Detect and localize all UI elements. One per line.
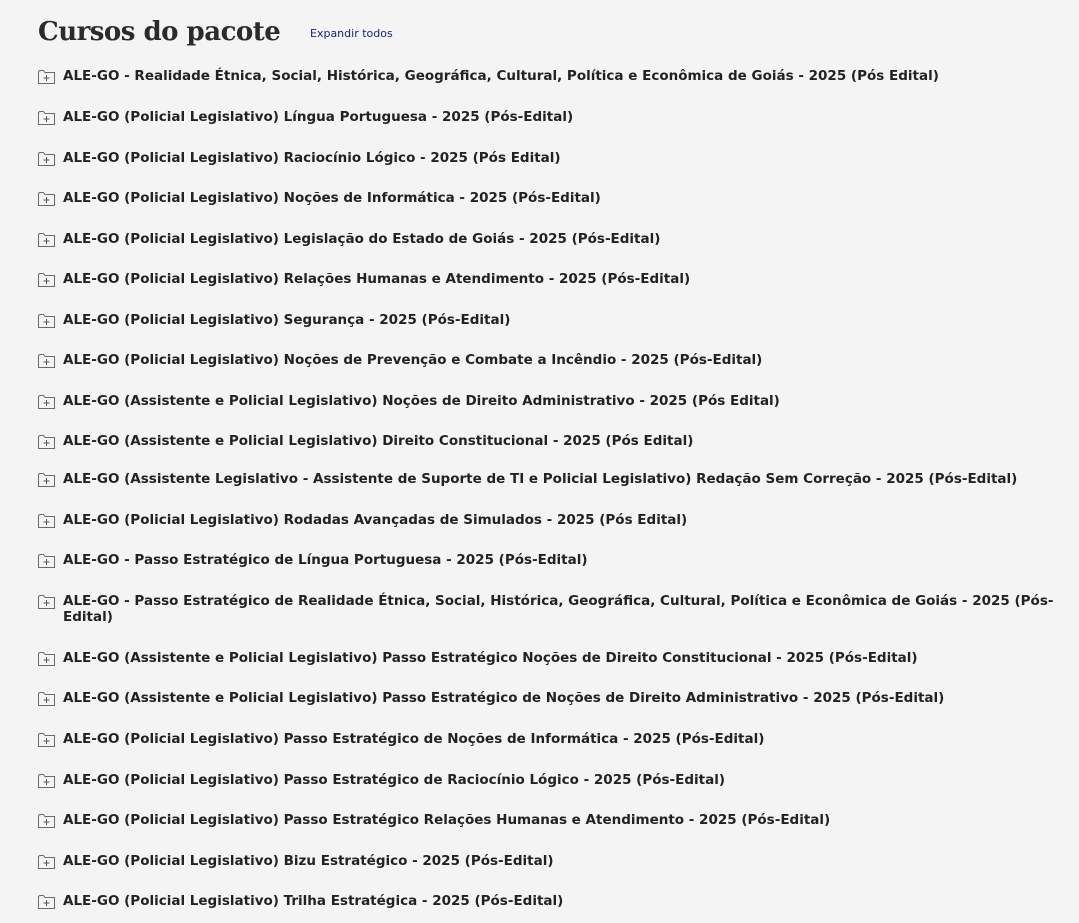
course-item[interactable]	[38, 552, 1068, 568]
course-title[interactable]: ALE-GO - Passo Estratégico de Realidade Étnica, Social, Histórica, Geográfica, Cultural, Política e Econômica de Goiás - 2025 (Pós-Edital)	[63, 593, 1054, 625]
course-title[interactable]: ALE-GO (Policial Legislativo) Passo Estratégico de Raciocínio Lógico - 2025 (Pós-Edital)	[63, 772, 726, 788]
folder-plus-icon[interactable]	[38, 191, 55, 206]
folder-plus-icon[interactable]	[38, 513, 55, 528]
folder-plus-icon[interactable]	[38, 854, 55, 869]
folder-plus-icon[interactable]	[38, 813, 55, 828]
folder-plus-icon[interactable]	[38, 553, 55, 568]
expand-all-link[interactable]: Expandir todos	[310, 27, 393, 40]
course-item[interactable]	[38, 150, 1068, 166]
folder-plus-icon[interactable]	[38, 353, 55, 368]
course-title[interactable]: ALE-GO (Policial Legislativo) Passo Estratégico de Noções de Informática - 2025 (Pós-Edital)	[63, 731, 765, 747]
course-item[interactable]	[38, 312, 1068, 328]
course-item[interactable]	[38, 109, 1068, 125]
folder-plus-icon[interactable]	[38, 272, 55, 287]
course-item[interactable]	[38, 650, 1068, 666]
course-item[interactable]	[38, 471, 1068, 487]
course-item[interactable]	[38, 393, 1068, 409]
course-title[interactable]: ALE-GO (Policial Legislativo) Legislação do Estado de Goiás - 2025 (Pós-Edital)	[63, 231, 661, 247]
course-item[interactable]	[38, 690, 1068, 706]
course-item[interactable]	[38, 352, 1068, 368]
page-title: Cursos do pacote	[38, 17, 281, 47]
course-item[interactable]	[38, 231, 1068, 247]
course-item[interactable]	[38, 772, 1068, 788]
course-title[interactable]: ALE-GO (Policial Legislativo) Trilha Estratégica - 2025 (Pós-Edital)	[63, 893, 564, 909]
course-title[interactable]: ALE-GO (Policial Legislativo) Segurança - 2025 (Pós-Edital)	[63, 312, 511, 328]
folder-plus-icon[interactable]	[38, 110, 55, 125]
course-item[interactable]	[38, 893, 1068, 909]
folder-plus-icon[interactable]	[38, 732, 55, 747]
course-title[interactable]: ALE-GO (Policial Legislativo) Rodadas Avançadas de Simulados - 2025 (Pós Edital)	[63, 512, 688, 528]
folder-plus-icon[interactable]	[38, 69, 55, 84]
course-title[interactable]: ALE-GO (Policial Legislativo) Passo Estratégico Relações Humanas e Atendimento - 2025 (Pós-Edital)	[63, 812, 831, 828]
course-item[interactable]	[38, 593, 1068, 625]
course-title[interactable]: ALE-GO (Policial Legislativo) Noções de Prevenção e Combate a Incêndio - 2025 (Pós-Edital)	[63, 352, 763, 368]
folder-plus-icon[interactable]	[38, 151, 55, 166]
course-title[interactable]: ALE-GO (Policial Legislativo) Noções de Informática - 2025 (Pós-Edital)	[63, 190, 601, 206]
course-title[interactable]: ALE-GO (Assistente e Policial Legislativo) Direito Constitucional - 2025 (Pós Edital)	[63, 433, 694, 449]
folder-plus-icon[interactable]	[38, 472, 55, 487]
course-title[interactable]: ALE-GO (Policial Legislativo) Bizu Estratégico - 2025 (Pós-Edital)	[63, 853, 554, 869]
folder-plus-icon[interactable]	[38, 594, 55, 609]
course-title[interactable]: ALE-GO (Policial Legislativo) Raciocínio Lógico - 2025 (Pós Edital)	[63, 150, 561, 166]
course-title[interactable]: ALE-GO (Policial Legislativo) Língua Portuguesa - 2025 (Pós-Edital)	[63, 109, 574, 125]
course-title[interactable]: ALE-GO (Policial Legislativo) Relações Humanas e Atendimento - 2025 (Pós-Edital)	[63, 271, 691, 287]
course-item[interactable]	[38, 853, 1068, 869]
folder-plus-icon[interactable]	[38, 773, 55, 788]
folder-plus-icon[interactable]	[38, 313, 55, 328]
course-item[interactable]	[38, 512, 1068, 528]
course-item[interactable]	[38, 68, 1068, 84]
folder-plus-icon[interactable]	[38, 651, 55, 666]
folder-plus-icon[interactable]	[38, 434, 55, 449]
folder-plus-icon[interactable]	[38, 394, 55, 409]
course-title[interactable]: ALE-GO (Assistente Legislativo - Assistente de Suporte de TI e Policial Legislativo) Redação Sem Correção - 2025 (Pós-Edital)	[63, 471, 1018, 487]
course-title[interactable]: ALE-GO (Assistente e Policial Legislativo) Passo Estratégico Noções de Direito Constitucional - 2025 (Pós-Edital)	[63, 650, 918, 666]
course-title[interactable]: ALE-GO (Assistente e Policial Legislativo) Passo Estratégico de Noções de Direito Administrativo - 2025 (Pós-Edital)	[63, 690, 945, 706]
course-title[interactable]: ALE-GO - Realidade Étnica, Social, Histórica, Geográfica, Cultural, Política e Econômica de Goiás - 2025 (Pós Edital)	[63, 68, 939, 84]
course-item[interactable]	[38, 812, 1068, 828]
course-title[interactable]: ALE-GO (Assistente e Policial Legislativo) Noções de Direito Administrativo - 2025 (Pós Edital)	[63, 393, 780, 409]
course-item[interactable]	[38, 271, 1068, 287]
course-item[interactable]	[38, 731, 1068, 747]
course-item[interactable]	[38, 433, 1068, 449]
course-title[interactable]: ALE-GO - Passo Estratégico de Língua Portuguesa - 2025 (Pós-Edital)	[63, 552, 588, 568]
folder-plus-icon[interactable]	[38, 691, 55, 706]
folder-plus-icon[interactable]	[38, 232, 55, 247]
folder-plus-icon[interactable]	[38, 894, 55, 909]
course-item[interactable]	[38, 190, 1068, 206]
